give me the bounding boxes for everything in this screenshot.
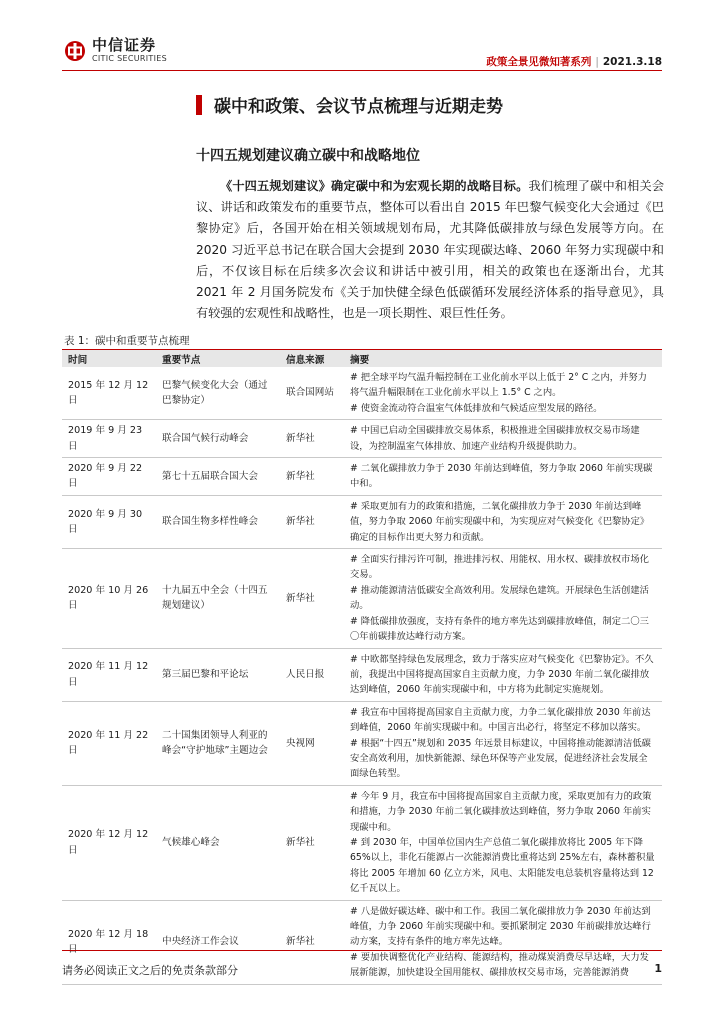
row-summary [344, 900, 662, 984]
table-row [62, 549, 662, 648]
row-summary [344, 785, 662, 900]
table-row [62, 701, 662, 785]
footer-divider [62, 950, 662, 951]
row-event: 气候雄心峰会 [156, 785, 280, 900]
logo-english-name: CITIC SECURITIES [92, 54, 167, 63]
section-title: 碳中和政策、会议节点梳理与近期走势 [214, 97, 503, 117]
row-source: 新华社 [280, 420, 344, 458]
page-number: 1 [654, 962, 662, 975]
row-source: 新华社 [280, 458, 344, 496]
row-summary [344, 495, 662, 548]
logo-chinese-name: 中信证券 [92, 36, 157, 54]
row-date: 2015 年 12 月 12 日 [62, 367, 156, 420]
summary-item: # 到 2030 年，中国单位国内生产总值二氧化碳排放将比 2005 年下降 65%以上，非化石能源占一次能源消费比重将达到 25%左右，森林蓄积量将比 2005 年增加 60 亿立方米，风电、太阳能发电总装机容量将达到 12 亿千瓦以上。 [350, 836, 655, 895]
row-summary [344, 367, 662, 420]
row-source: 新华社 [280, 785, 344, 900]
row-event: 联合国生物多样性峰会 [156, 495, 280, 548]
row-source: 新华社 [280, 495, 344, 548]
section-heading [196, 92, 503, 117]
row-summary [344, 549, 662, 648]
table-caption: 表 1：碳中和重要节点梳理 [64, 335, 190, 347]
table-row [62, 648, 662, 701]
citic-logo-icon [64, 40, 86, 62]
row-event: 第七十五届联合国大会 [156, 458, 280, 496]
row-date: 2020 年 12 月 12 日 [62, 785, 156, 900]
footer-disclaimer: 请务必阅读正文之后的免责条款部分 [62, 964, 238, 977]
header-meta [486, 54, 662, 69]
row-date: 2020 年 11 月 12 日 [62, 648, 156, 701]
row-source: 新华社 [280, 900, 344, 984]
page-header [0, 0, 724, 80]
row-date: 2020 年 10 月 26 日 [62, 549, 156, 648]
report-series: 政策全景见微知著系列 [486, 56, 592, 68]
table-row [62, 458, 662, 496]
table-row [62, 420, 662, 458]
header-separator: | [595, 56, 599, 68]
summary-item: # 采取更加有力的政策和措施，二氧化碳排放力争于 2030 年前达到峰值，努力争取 2060 年前实现碳中和，为实现应对气候变化《巴黎协定》确定的目标作出更大努力和贡献。 [350, 500, 650, 543]
row-date: 2019 年 9 月 23 日 [62, 420, 156, 458]
section-marker [196, 95, 202, 115]
report-date: 2021.3.18 [602, 56, 662, 68]
table-header-row [62, 350, 662, 368]
row-summary [344, 420, 662, 458]
col-header-source: 信息来源 [280, 350, 344, 368]
row-source: 新华社 [280, 549, 344, 648]
row-summary [344, 701, 662, 785]
summary-item: # 二氧化碳排放力争于 2030 年前达到峰值，努力争取 2060 年前实现碳中和。 [350, 463, 653, 490]
row-event: 中央经济工作会议 [156, 900, 280, 984]
row-summary [344, 458, 662, 496]
row-source: 联合国网站 [280, 367, 344, 420]
table-row [62, 785, 662, 900]
col-header-summary: 摘要 [344, 350, 662, 368]
table-row [62, 367, 662, 420]
company-logo [64, 38, 167, 63]
col-header-event: 重要节点 [156, 350, 280, 368]
row-event: 联合国气候行动峰会 [156, 420, 280, 458]
summary-item: # 八是做好碳达峰、碳中和工作。我国二氧化碳排放力争 2030 年前达到峰值，力争 2060 年前实现碳中和。要抓紧制定 2030 年前碳排放达峰行动方案，支持有条件的地方率先达峰。 [350, 905, 651, 948]
intro-paragraph [196, 176, 664, 324]
summary-item: # 我宣布中国将提高国家自主贡献力度，力争二氧化碳排放 2030 年前达到峰值，2060 年前实现碳中和。中国言出必行，将坚定不移加以落实。 [350, 706, 651, 734]
summary-item: # 使资金流动符合温室气体低排放和气候适应型发展的路径。 [350, 402, 603, 414]
row-source: 央视网 [280, 701, 344, 785]
summary-item: # 今年 9 月，我宣布中国将提高国家自主贡献力度，采取更加有力的政策和措施，力争 2030 年前二氧化碳排放达到峰值，努力争取 2060 年前实现碳中和。 [350, 790, 652, 833]
subsection-title: 十四五规划建议确立碳中和战略地位 [196, 148, 420, 164]
row-date: 2020 年 12 月 18 日 [62, 900, 156, 984]
summary-item: # 全面实行排污许可制，推进排污权、用能权、用水权、碳排放权市场化交易。 [350, 554, 649, 581]
row-event: 十九届五中全会（十四五规划建议） [156, 549, 280, 648]
summary-item: # 中国已启动全国碳排放交易体系，积极推进全国碳排放权交易市场建设，为控制温室气体排放、加速产业结构升级提供助力。 [350, 425, 640, 452]
table-row [62, 495, 662, 548]
row-source: 人民日报 [280, 648, 344, 701]
summary-item: # 中欧都坚持绿色发展理念，致力于落实应对气候变化《巴黎协定》。不久前，我提出中国将提高国家自主贡献力度，力争 2030 年前二氧化碳排放达到峰值，2060 年前实现碳中和，中方将为此制定实施规划。 [350, 653, 654, 696]
milestones-table [62, 349, 662, 985]
row-date: 2020 年 9 月 22 日 [62, 458, 156, 496]
summary-item: # 把全球平均气温升幅控制在工业化前水平以上低于 2° C 之内，并努力将气温升幅限制在工业化前水平以上 1.5° C 之内。 [350, 372, 647, 399]
row-event: 第三届巴黎和平论坛 [156, 648, 280, 701]
summary-item: # 要加快调整优化产业结构、能源结构，推动煤炭消费尽早达峰，大力发展新能源，加快建设全国用能权、碳排放权交易市场，完善能源消费 [350, 951, 649, 979]
summary-item: # 根据“十四五”规划和 2035 年远景目标建议，中国将推动能源清洁低碳安全高效利用，加快新能源、绿色环保等产业发展，促进经济社会发展全面绿色转型。 [350, 737, 651, 780]
row-date: 2020 年 11 月 22 日 [62, 701, 156, 785]
summary-item: # 降低碳排放强度，支持有条件的地方率先达到碳排放峰值，制定二〇三〇年前碳排放达峰行动方案。 [350, 615, 649, 643]
header-divider [62, 70, 662, 71]
paragraph-lead: 《十四五规划建议》确定碳中和为宏观长期的战略目标。 [220, 179, 529, 193]
row-event: 巴黎气候变化大会（通过巴黎协定） [156, 367, 280, 420]
col-header-date: 时间 [62, 350, 156, 368]
paragraph-body: 我们梳理了碳中和相关会议、讲话和政策发布的重要节点，整体可以看出自 2015 年巴黎气候变化大会通过《巴黎协定》后，各国开始在相关领域规划布局，尤其降低碳排放与绿色发展等方向。在 2020 习近平总书记在联合国大会提到 2030 年实现碳达峰、2060 年努力实现碳中和后，不仅该目标在后续多次会议和讲话中被引用，相关的政策也在逐渐出台，尤其 2021 年 2 月国务院发布《关于加快健全绿色低碳循环发展经济体系的指导意见》，具有较强的宏观性和战略性，也是一项长期性、艰巨性任务。 [196, 179, 664, 321]
row-event: 二十国集团领导人利亚的峰会“守护地球”主题边会 [156, 701, 280, 785]
row-summary [344, 648, 662, 701]
summary-item: # 推动能源清洁低碳安全高效利用。发展绿色建筑。开展绿色生活创建活动。 [350, 584, 649, 612]
row-date: 2020 年 9 月 30 日 [62, 495, 156, 548]
